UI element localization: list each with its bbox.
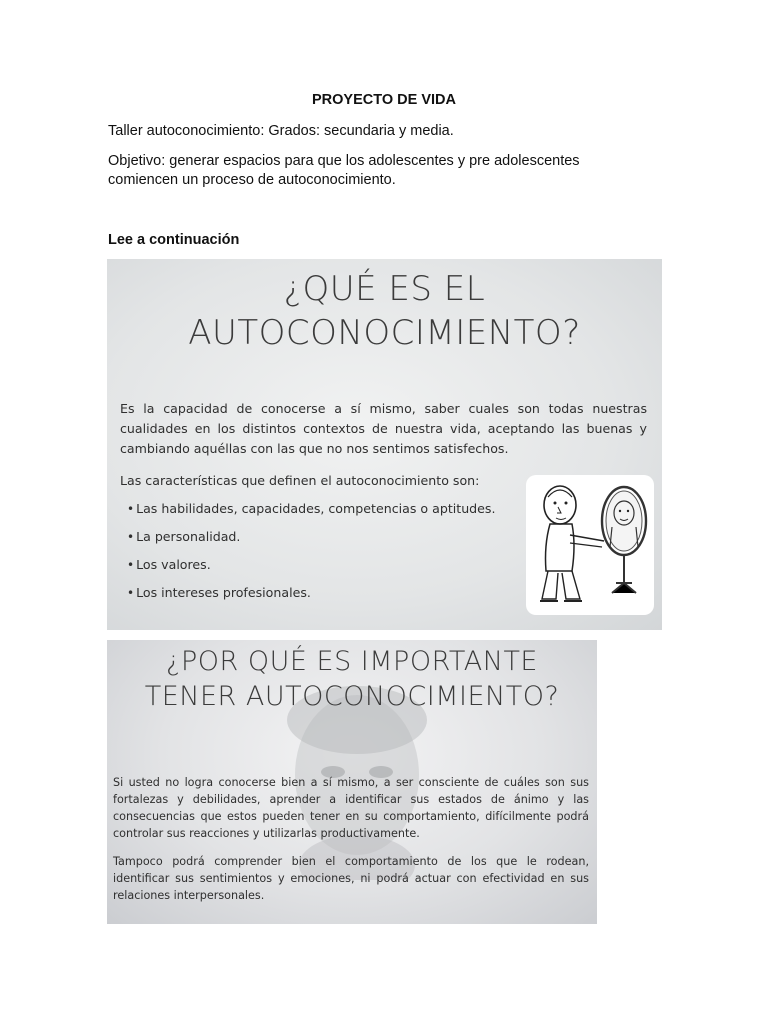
list-item: • La personalidad. — [127, 529, 241, 544]
list-item: • Los valores. — [127, 557, 211, 572]
slide1-definition: Es la capacidad de conocerse a sí mismo, saber cuales son todas nuestras cualidades en los distintos contextos de nuestra vida, aceptando las buenas y cambiando aquéllas con las que no nos sentimos satisfechos. — [120, 401, 647, 456]
slide-what-is-self-knowledge — [107, 259, 662, 630]
mirror-illustration — [526, 475, 654, 615]
slide2-title-line1: ¿POR QUÉ ES IMPORTANTE — [166, 646, 538, 677]
list-item: • Las habilidades, capacidades, competencias o aptitudes. — [127, 501, 496, 516]
slide1-title-line1: ¿QUÉ ES EL — [283, 269, 486, 309]
person-mirror-icon — [526, 475, 654, 615]
bullet-icon: • — [127, 530, 135, 544]
characteristics-list — [127, 495, 495, 607]
slide2-paragraph-2: Tampoco podrá comprender bien el comportamiento de los que le rodean, identificar sus sentimientos y emociones, ni podrá actuar con efectividad en sus relaciones interpersonales. — [113, 855, 589, 902]
slide2-title-line2: TENER AUTOCONOCIMIENTO? — [144, 681, 560, 712]
document-title: PROYECTO DE VIDA — [312, 92, 456, 108]
list-item: • Los intereses profesionales. — [127, 585, 311, 600]
slide1-list-lead: Las características que definen el autoconocimiento son: — [120, 473, 480, 488]
bullet-icon: • — [127, 558, 135, 572]
slide2-paragraph-1: Si usted no logra conocerse bien a sí mismo, a ser consciente de cuáles son sus fortalezas y debilidades, aprender a identificar sus estados de ánimo y las consecuencias que estos pueden tener en su comportamiento, difícilmente podrá controlar sus reacciones y utilizarlas productivamente. — [113, 776, 589, 840]
workshop-subtitle: Taller autoconocimiento: Grados: secundaria y media. — [108, 123, 454, 139]
slide2-title — [107, 644, 597, 714]
read-below-heading: Lee a continuación — [108, 232, 240, 248]
slide1-title — [107, 267, 662, 355]
objective-text: Objetivo: generar espacios para que los adolescentes y pre adolescentes comiencen un proceso de autoconocimiento. — [108, 153, 580, 188]
bullet-icon: • — [127, 586, 135, 600]
slide-why-self-knowledge — [107, 640, 597, 924]
slide1-title-line2: AUTOCONOCIMIENTO? — [188, 313, 581, 353]
bullet-icon: • — [127, 502, 135, 516]
